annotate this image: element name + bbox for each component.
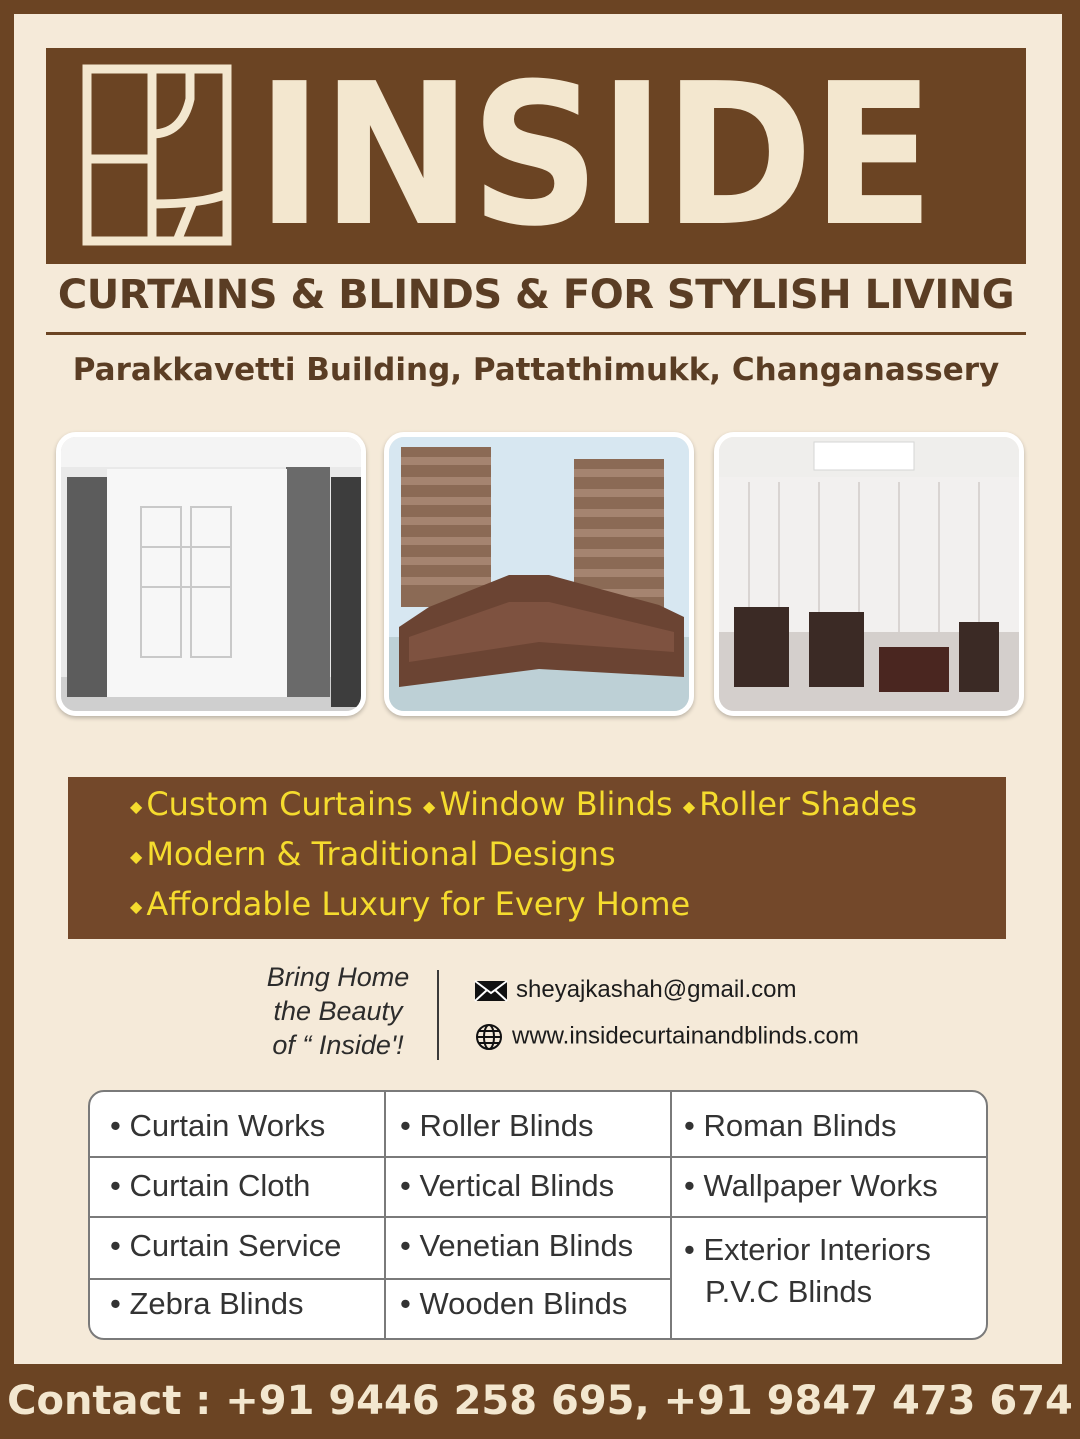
table-divider (90, 1156, 986, 1158)
diamond-bullet-icon: ◆ (130, 846, 143, 866)
service-item: • Venetian Blinds (400, 1228, 634, 1263)
service-item: • Roman Blinds (684, 1108, 897, 1143)
service-item: • Wallpaper Works (684, 1168, 938, 1203)
vertical-divider (437, 970, 439, 1060)
table-divider (670, 1092, 672, 1338)
globe-icon (474, 1022, 504, 1052)
tagline: CURTAINS & BLINDS & FOR STYLISH LIVING (57, 272, 1015, 318)
table-divider (384, 1092, 386, 1338)
slogan-line: the Beauty (273, 996, 403, 1026)
email-address[interactable]: sheyajkashah@gmail.com (516, 976, 797, 1003)
features-box (68, 777, 1006, 939)
feature-item: Window Blinds (439, 785, 673, 823)
diamond-bullet-icon: ◆ (130, 896, 143, 916)
slogan (250, 960, 426, 1062)
features-line-2 (130, 835, 616, 873)
features-line-1 (130, 785, 917, 823)
service-item: • Wooden Blinds (400, 1286, 628, 1321)
feature-item: Custom Curtains (146, 785, 413, 823)
features-line-3 (130, 885, 690, 923)
address: Parakkavetti Building, Pattathimukk, Changanassery (72, 352, 1000, 388)
brand-name: INSIDE (256, 42, 933, 270)
table-divider (90, 1278, 670, 1280)
curtains-photo (56, 432, 366, 716)
service-item: • Curtain Service (110, 1228, 342, 1263)
feature-item: Affordable Luxury for Every Home (146, 885, 691, 923)
diamond-bullet-icon: ◆ (682, 796, 696, 816)
table-divider (90, 1216, 986, 1218)
feature-item: Roller Shades (699, 785, 918, 823)
diamond-bullet-icon: ◆ (130, 796, 143, 816)
website-row[interactable] (474, 1022, 859, 1052)
envelope-icon (474, 980, 508, 1002)
slogan-line: Bring Home (266, 962, 410, 992)
service-item: • Exterior Interiors (684, 1232, 931, 1267)
sheer-curtains-chairs-photo (714, 432, 1024, 716)
window-logo-icon (82, 64, 232, 246)
website-url[interactable]: www.insidecurtainandblinds.com (512, 1022, 859, 1050)
email-row[interactable] (474, 976, 797, 1004)
zebra-blinds-sofa-photo (384, 432, 694, 716)
feature-item: Modern & Traditional Designs (146, 835, 616, 873)
poster (14, 14, 1062, 1364)
service-item: • Vertical Blinds (400, 1168, 615, 1203)
diamond-bullet-icon: ◆ (423, 796, 436, 816)
divider (46, 332, 1026, 335)
slogan-line: of “ Inside'! (272, 1030, 404, 1060)
service-item: • Curtain Works (110, 1108, 326, 1143)
header-band (46, 42, 1026, 270)
service-item: • Roller Blinds (400, 1108, 594, 1143)
services-table (88, 1090, 988, 1340)
service-item: • Curtain Cloth (110, 1168, 311, 1203)
contact-phone-footer[interactable]: Contact : +91 9446 258 695, +91 9847 473 674 (7, 1378, 1073, 1424)
service-item: P.V.C Blinds (705, 1274, 873, 1309)
service-item: • Zebra Blinds (110, 1286, 304, 1321)
